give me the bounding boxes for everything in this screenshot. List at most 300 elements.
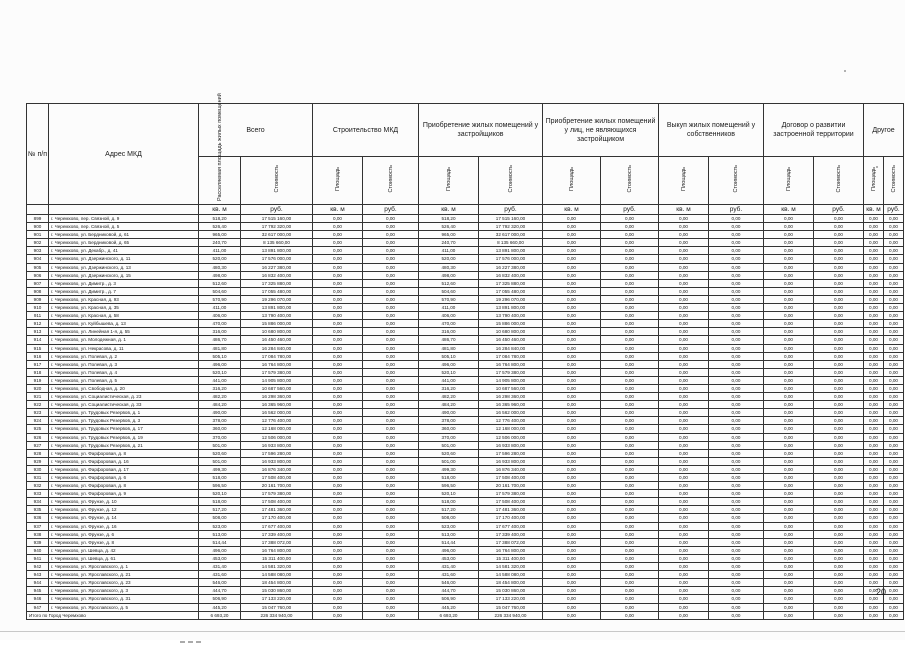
group-buyout-header: Выкуп жилых помещений у собственников [659,104,764,157]
row-value: 431,60 [419,571,479,579]
row-value: 518,00 [419,474,479,482]
row-value: 480,30 [419,263,479,271]
row-value: 0,00 [709,563,764,571]
row-value: 0,00 [814,409,864,417]
row-value: 10 680 800,00 [479,328,543,336]
row-value: 486,70 [199,336,241,344]
row-value: 17 508 400,00 [479,474,543,482]
row-address: г. Черемхово, ул. Фарфоровая, д. 6 [49,474,199,482]
row-value: 0,00 [764,247,814,255]
sub-header-cost [241,157,313,205]
row-value: 0,00 [814,506,864,514]
row-value: 0,00 [543,417,601,425]
row-value: 0,00 [659,546,709,554]
row-address: г. Черемхово, ул. Трудовых Резервов, д. 19 [49,433,199,441]
col-no-header: № п/п [27,104,49,205]
row-value: 20 161 700,00 [241,482,313,490]
row-address: г. Черемхово, ул. Полевая, д. 2 [49,352,199,360]
row-number: 923 [27,409,49,417]
unit-rub: руб. [884,205,904,215]
row-value: 0,00 [543,263,601,271]
row-value: 0,00 [659,554,709,562]
row-value: 481,80 [199,344,241,352]
table-row [27,393,904,401]
row-value: 0,00 [543,352,601,360]
row-value: 0,00 [709,482,764,490]
row-value: 0,00 [709,465,764,473]
row-value: 0,00 [659,401,709,409]
row-value: 453,00 [419,554,479,562]
row-address: г. Черемхово, ул. Ярославского, д. 21 [49,571,199,579]
row-value: 517,20 [199,506,241,514]
row-address: г. Черемхово, ул. Фарфоровая, д. 16 [49,457,199,465]
row-value: 0,00 [543,603,601,611]
row-value: 0,00 [884,215,904,223]
row-value: 0,00 [814,279,864,287]
row-value: 0,00 [764,304,814,312]
row-value: 0,00 [313,360,363,368]
row-value: 0,00 [313,239,363,247]
row-value: 17 388 072,00 [241,538,313,546]
row-value: 15 030 860,00 [479,587,543,595]
row-value: 12 506 000,00 [479,433,543,441]
row-value: 0,00 [659,312,709,320]
row-value: 0,00 [601,279,659,287]
row-value: 504,60 [199,287,241,295]
row-value: 0,00 [764,401,814,409]
row-value: 0,00 [363,239,419,247]
row-value: 0,00 [864,409,884,417]
row-value: 411,00 [419,304,479,312]
row-value: 0,00 [313,368,363,376]
row-value: 0,00 [884,465,904,473]
row-value: 0,00 [764,482,814,490]
row-value: 16 450 460,00 [479,336,543,344]
row-value: 0,00 [313,336,363,344]
row-value: 360,00 [199,425,241,433]
row-value: 0,00 [601,352,659,360]
unit-rub: руб. [241,205,313,215]
table-row [27,546,904,554]
row-value: 16 876 340,00 [241,465,313,473]
row-value: 481,80 [419,344,479,352]
row-value: 0,00 [864,603,884,611]
row-value: 0,00 [864,360,884,368]
row-value: 0,00 [601,255,659,263]
table-row [27,433,904,441]
row-number: 912 [27,320,49,328]
group-developer-header: Приобретение жилых помещений у застройщиков [419,104,543,157]
row-value: 240,70 [199,239,241,247]
row-value: 0,00 [864,506,884,514]
row-value: 16 876 340,00 [479,465,543,473]
row-value: 0,00 [601,441,659,449]
row-value: 0,00 [363,255,419,263]
table-row [27,425,904,433]
sub-header-area-label: Площадь [785,167,792,191]
row-number: 933 [27,490,49,498]
row-value: 0,00 [709,215,764,223]
row-value: 0,00 [884,368,904,376]
row-value: 0,00 [864,271,884,279]
total-value: 0,00 [884,611,904,619]
row-value: 0,00 [601,344,659,352]
row-address: г. Черемхово, ул. Фрунзе, д. 6 [49,530,199,538]
page-number: 20 [876,587,887,597]
row-address: г. Черемхово, ул. Фрунзе, д. 8 [49,538,199,546]
row-value: 0,00 [814,344,864,352]
row-value: 0,00 [864,344,884,352]
row-value: 518,00 [199,498,241,506]
row-value: 0,00 [814,376,864,384]
row-value: 0,00 [884,522,904,530]
table-row [27,360,904,368]
row-value: 0,00 [543,587,601,595]
row-value: 0,00 [884,603,904,611]
row-value: 0,00 [884,457,904,465]
row-value: 0,00 [864,336,884,344]
sub-header-area-label: Площадь [568,167,575,191]
row-value: 431,40 [419,563,479,571]
row-value: 0,00 [313,401,363,409]
row-value: 0,00 [543,530,601,538]
row-value: 0,00 [659,425,709,433]
row-value: 0,00 [764,587,814,595]
housing-table [26,93,904,620]
row-value: 0,00 [363,409,419,417]
row-address: г. Черемхово, ул. Полевая, д. 5 [49,376,199,384]
row-value: 12 776 400,00 [241,417,313,425]
row-number: 911 [27,312,49,320]
row-address: г. Черемхово, ул. Шевца, д. 61 [49,554,199,562]
row-value: 17 579 380,00 [241,490,313,498]
row-value: 0,00 [764,506,814,514]
row-value: 499,30 [419,465,479,473]
row-value: 0,00 [659,231,709,239]
row-value: 0,00 [659,279,709,287]
group-nondeveloper-header: Приобретение жилых помещений у лиц, не являющихся застройщиком [543,104,659,157]
row-value: 0,00 [764,425,814,433]
row-value: 0,00 [543,215,601,223]
row-value: 0,00 [864,263,884,271]
row-number: 939 [27,538,49,546]
row-value: 17 084 780,00 [479,352,543,360]
row-value: 0,00 [884,360,904,368]
row-value: 0,00 [884,579,904,587]
row-value: 0,00 [709,425,764,433]
row-value: 0,00 [543,465,601,473]
row-value: 496,00 [419,360,479,368]
row-value: 0,00 [864,247,884,255]
row-value: 0,00 [363,263,419,271]
row-value: 546,00 [199,579,241,587]
row-value: 431,40 [199,563,241,571]
row-value: 16 832 400,00 [241,271,313,279]
row-value: 0,00 [363,279,419,287]
row-value: 0,00 [864,320,884,328]
row-number: 944 [27,579,49,587]
table-row [27,255,904,263]
row-value: 0,00 [543,595,601,603]
row-value: 504,60 [419,287,479,295]
row-value: 0,00 [884,328,904,336]
row-value: 17 792 320,00 [479,223,543,231]
row-value: 0,00 [709,554,764,562]
row-value: 508,00 [199,514,241,522]
row-value: 0,00 [313,571,363,579]
unit-sq-m: кв. м [419,205,479,215]
row-value: 0,00 [313,384,363,392]
row-value: 0,00 [709,304,764,312]
row-value: 0,00 [543,304,601,312]
row-value: 0,00 [864,579,884,587]
sub-header-area [864,157,884,205]
row-number: 940 [27,546,49,554]
row-value: 0,00 [601,449,659,457]
row-value: 15 311 400,00 [241,554,313,562]
row-value: 17 170 400,00 [479,514,543,522]
row-value: 0,00 [884,554,904,562]
row-number: 929 [27,457,49,465]
row-value: 15 311 400,00 [479,554,543,562]
row-value: 0,00 [764,490,814,498]
row-value: 0,00 [864,384,884,392]
row-value: 512,60 [419,279,479,287]
row-address: г. Черемхово, ул. Фарфоровая, д. 8 [49,482,199,490]
row-value: 0,00 [884,295,904,303]
row-address: г. Черемхово, ул. Фарфоровая, д. 9 [49,490,199,498]
row-value: 0,00 [709,449,764,457]
row-value: 13 891 800,00 [479,304,543,312]
row-value: 0,00 [601,393,659,401]
row-number: 899 [27,215,49,223]
unit-sq-m: кв. м [543,205,601,215]
row-value: 0,00 [363,344,419,352]
row-value: 0,00 [313,344,363,352]
row-number: 905 [27,263,49,271]
row-value: 0,00 [659,344,709,352]
row-value: 444,70 [199,587,241,595]
row-value: 378,00 [199,417,241,425]
row-value: 0,00 [884,482,904,490]
row-value: 378,00 [419,417,479,425]
row-value: 12 168 000,00 [479,425,543,433]
row-value: 0,00 [814,482,864,490]
row-value: 0,00 [884,401,904,409]
table-row [27,522,904,530]
row-value: 17 388 072,00 [479,538,543,546]
row-number: 946 [27,595,49,603]
row-value: 0,00 [601,563,659,571]
row-value: 16 764 800,00 [241,360,313,368]
row-value: 0,00 [764,231,814,239]
row-value: 0,00 [764,563,814,571]
row-address: г. Черемхово, ул. Димитр., д. 7 [49,287,199,295]
row-value: 0,00 [814,465,864,473]
row-value: 16 832 400,00 [479,271,543,279]
row-value: 453,00 [199,554,241,562]
row-value: 0,00 [709,457,764,465]
row-value: 0,00 [363,295,419,303]
row-value: 0,00 [313,490,363,498]
row-value: 505,10 [199,352,241,360]
row-value: 0,00 [543,554,601,562]
row-value: 0,00 [543,449,601,457]
row-value: 316,00 [199,328,241,336]
table-row [27,215,904,223]
row-address: г. Черемхово, ул. Социалистическая, д. 23 [49,393,199,401]
row-value: 18 454 800,00 [479,579,543,587]
row-value: 0,00 [709,571,764,579]
row-value: 0,00 [864,279,884,287]
row-value: 360,00 [419,425,479,433]
row-value: 498,00 [419,271,479,279]
row-value: 0,00 [814,239,864,247]
row-address: г. Черемхово, ул. Фрунзе, д. 10 [49,498,199,506]
row-value: 0,00 [709,287,764,295]
row-value: 0,00 [864,546,884,554]
row-value: 0,00 [864,417,884,425]
row-value: 0,00 [709,239,764,247]
row-value: 0,00 [543,271,601,279]
row-value: 0,00 [864,352,884,360]
row-value: 0,00 [864,514,884,522]
row-value: 0,00 [659,352,709,360]
row-value: 0,00 [764,554,814,562]
row-value: 518,20 [199,215,241,223]
row-number: 928 [27,449,49,457]
row-value: 0,00 [659,571,709,579]
row-address: г. Черемхово, ул. Декабр., д. 41 [49,247,199,255]
row-value: 0,00 [814,441,864,449]
row-number: 934 [27,498,49,506]
row-value: 0,00 [601,376,659,384]
row-value: 501,00 [419,457,479,465]
row-value: 17 055 480,00 [241,287,313,295]
row-value: 0,00 [543,312,601,320]
row-value: 0,00 [864,457,884,465]
row-value: 0,00 [543,457,601,465]
row-value: 0,00 [363,304,419,312]
table-row [27,465,904,473]
row-value: 0,00 [709,546,764,554]
row-value: 0,00 [543,482,601,490]
row-value: 0,00 [363,579,419,587]
row-value: 0,00 [814,247,864,255]
row-value: 0,00 [884,263,904,271]
row-value: 445,20 [419,603,479,611]
row-address: г. Черемхово, ул. Ярославского, д. 23 [49,579,199,587]
row-value: 506,90 [419,595,479,603]
row-address: г. Черемхово, ул. Бердниковой, д. 65 [49,239,199,247]
table-row [27,554,904,562]
row-value: 0,00 [313,579,363,587]
unit-sq-m: кв. м [764,205,814,215]
row-value: 0,00 [884,409,904,417]
row-value: 0,00 [363,603,419,611]
row-value: 0,00 [814,287,864,295]
row-value: 0,00 [814,457,864,465]
row-value: 17 508 400,00 [241,498,313,506]
row-value: 411,00 [199,304,241,312]
row-value: 0,00 [313,441,363,449]
table-row [27,401,904,409]
row-value: 0,00 [814,401,864,409]
row-value: 0,00 [709,255,764,263]
row-value: 0,00 [884,336,904,344]
row-value: 0,00 [601,546,659,554]
sub-header-resettled-area-label: Расселяемая площадь жилых помещений [216,93,223,201]
row-value: 0,00 [764,603,814,611]
row-value: 13 790 400,00 [479,312,543,320]
row-value: 0,00 [659,320,709,328]
row-value: 0,00 [884,441,904,449]
row-value: 520,10 [199,368,241,376]
row-value: 0,00 [709,433,764,441]
scan-speck [844,70,846,72]
row-value: 0,00 [764,441,814,449]
row-value: 0,00 [814,336,864,344]
row-value: 0,00 [884,393,904,401]
table-row [27,223,904,231]
sub-header-area-label: Площадь [334,167,341,191]
row-value: 0,00 [884,320,904,328]
sub-header-cost-label: Стоимость [733,165,739,193]
row-number: 942 [27,563,49,571]
table-row [27,538,904,546]
row-value: 15 047 760,00 [479,603,543,611]
row-value: 0,00 [601,295,659,303]
row-value: 0,00 [814,255,864,263]
row-value: 0,00 [363,546,419,554]
row-value: 0,00 [864,223,884,231]
row-value: 0,00 [313,482,363,490]
row-value: 0,00 [884,304,904,312]
row-value: 0,00 [709,352,764,360]
row-number: 919 [27,376,49,384]
sub-header-cost-label: Стоимость [273,165,280,193]
row-value: 0,00 [313,587,363,595]
table-row [27,457,904,465]
row-value: 0,00 [709,595,764,603]
sub-header-area-label: Площадь [445,167,452,191]
row-value: 17 576 000,00 [241,255,313,263]
unit-rub: руб. [601,205,659,215]
unit-sq-m: кв. м [864,205,884,215]
row-value: 16 298 360,00 [479,393,543,401]
row-value: 0,00 [814,587,864,595]
row-value: 0,00 [601,603,659,611]
sub-header-cost [363,157,419,205]
row-value: 0,00 [363,336,419,344]
sub-header-cost-label: Стоимость [626,165,633,193]
table-row [27,344,904,352]
row-value: 17 515 160,00 [479,215,543,223]
sub-header-cost-label: Стоимость [387,165,394,193]
row-value: 0,00 [709,295,764,303]
row-value: 0,00 [709,530,764,538]
row-value: 0,00 [313,352,363,360]
row-value: 12 506 000,00 [241,433,313,441]
row-value: 0,00 [659,587,709,595]
row-value: 0,00 [601,287,659,295]
row-value: 0,00 [814,433,864,441]
total-row [27,611,904,619]
row-value: 0,00 [313,376,363,384]
row-address: г. Черемхово, ул. Фрунзе, д. 16 [49,522,199,530]
row-value: 526,40 [419,223,479,231]
sub-header-area [419,157,479,205]
